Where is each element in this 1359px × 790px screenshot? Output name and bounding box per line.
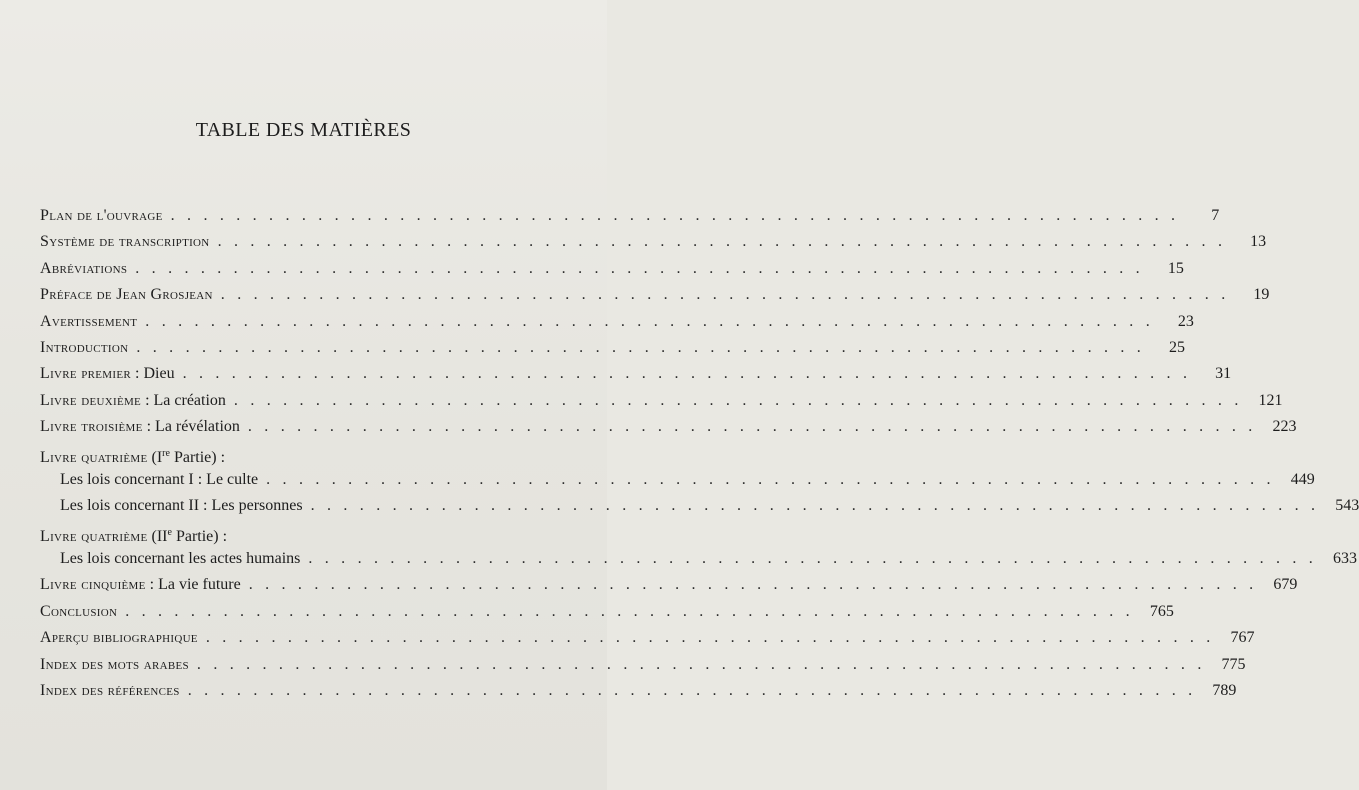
entry-label-subject: : La révélation [142, 418, 240, 436]
dot-leader: . . . . . . . . . . . . . . . . . . . . . . . . . . . . . . . . . . . . . . . . . . . . . . . . . . . . . . . . . . . . . . [136, 338, 1145, 356]
entry-label [40, 572, 241, 598]
entry-page: 765 [1149, 602, 1174, 620]
dot-leader: . . . . . . . . . . . . . . . . . . . . . . . . . . . . . . . . . . . . . . . . . . . . . . . . . . . . . . . . . . . . . . [125, 602, 1134, 620]
toc-entry-livre-deuxieme [40, 388, 1283, 414]
entry-label-book: Livre quatrième [40, 448, 148, 466]
entry-label-book: Livre quatrième [40, 527, 148, 545]
dot-leader: . . . . . . . . . . . . . . . . . . . . . . . . . . . . . . . . . . . . . . . . . . . . . . . . . . . . . . . . . . . . . . [145, 312, 1154, 330]
dot-leader: . . . . . . . . . . . . . . . . . . . . . . . . . . . . . . . . . . . . . . . . . . . . . . . . . . . . . . . . . . . . . . [196, 655, 1206, 673]
entry-page: 223 [1272, 418, 1297, 436]
dot-leader: . . . . . . . . . . . . . . . . . . . . . . . . . . . . . . . . . . . . . . . . . . . . . . . . . . . . . . . . . . . . . . [217, 233, 1227, 251]
toc-entry-index-mots [40, 652, 1246, 678]
entry-label-part: (IIe Partie) : [147, 526, 228, 545]
toc-entry-livre-cinquieme [40, 572, 1298, 598]
entry-label [40, 388, 226, 414]
table-of-contents [40, 203, 1359, 704]
entry-label: Aperçu bibliographique [40, 629, 198, 647]
toc-heading-livre-quatrieme-2 [40, 520, 562, 546]
entry-page: 449 [1290, 470, 1315, 488]
toc-entry-lois-actes [40, 546, 1357, 572]
entry-label-book: Livre deuxième [40, 391, 142, 409]
entry-label-part: (Ire Partie) : [147, 447, 226, 466]
entry-page: 7 [1211, 207, 1220, 224]
entry-page: 121 [1258, 391, 1283, 409]
toc-entry-transcription [40, 229, 1267, 255]
dot-leader: . . . . . . . . . . . . . . . . . . . . . . . . . . . . . . . . . . . . . . . . . . . . . . . . . . . . . . . . . . . . . . [170, 207, 1180, 224]
toc-entry-introduction [40, 335, 1185, 361]
entry-label: Introduction [40, 338, 129, 356]
entry-label: Conclusion [40, 602, 118, 620]
dot-leader: . . . . . . . . . . . . . . . . . . . . . . . . . . . . . . . . . . . . . . . . . . . . . . . . . . . . . . . . . . . . . . [310, 497, 1320, 515]
entry-label-book: Livre premier [40, 365, 132, 383]
toc-entry-abreviations [40, 256, 1184, 282]
entry-page: 767 [1230, 629, 1255, 647]
toc-entry-livre-troisieme [40, 414, 1297, 440]
dot-leader: . . . . . . . . . . . . . . . . . . . . . . . . . . . . . . . . . . . . . . . . . . . . . . . . . . . . . . . . . . . . . . [187, 682, 1197, 700]
entry-label: Index des références [40, 682, 180, 700]
dot-leader: . . . . . . . . . . . . . . . . . . . . . . . . . . . . . . . . . . . . . . . . . . . . . . . . . . . . . . . . . . . . . . [233, 391, 1243, 409]
entry-label: Plan de l'ouvrage [40, 207, 163, 224]
dot-leader: . . . . . . . . . . . . . . . . . . . . . . . . . . . . . . . . . . . . . . . . . . . . . . . . . . . . . . . . . . . . . . [248, 576, 1258, 594]
entry-label-subject: : La vie future [145, 576, 241, 594]
toc-entry-plan [40, 203, 1220, 229]
dot-leader: . . . . . . . . . . . . . . . . . . . . . . . . . . . . . . . . . . . . . . . . . . . . . . . . . . . . . . . . . . . . . . [247, 418, 1257, 436]
dot-leader: . . . . . . . . . . . . . . . . . . . . . . . . . . . . . . . . . . . . . . . . . . . . . . . . . . . . . . . . . . . . . . [182, 365, 1192, 383]
entry-label-subject: : La création [141, 391, 226, 409]
entry-page: 679 [1273, 576, 1298, 594]
dot-leader: . . . . . . . . . . . . . . . . . . . . . . . . . . . . . . . . . . . . . . . . . . . . . . . . . . . . . . . . . . . . . . [135, 259, 1144, 277]
toc-entry-conclusion [40, 599, 1174, 625]
toc-heading-livre-quatrieme-1 [40, 441, 562, 467]
page-title: TABLE DES MATIÈRES [195, 119, 412, 141]
entry-page: 25 [1168, 338, 1185, 356]
entry-label-book: Livre cinquième [40, 576, 146, 594]
entry-label: Système de transcription [40, 233, 210, 251]
entry-label: Les lois concernant les actes humains [60, 550, 301, 568]
toc-entry-avertissement [40, 309, 1194, 335]
toc-entry-lois-personnes [40, 493, 1359, 519]
entry-page: 633 [1332, 550, 1357, 568]
entry-page: 543 [1335, 497, 1359, 515]
entry-page: 19 [1253, 286, 1270, 304]
entry-page: 31 [1215, 365, 1232, 383]
entry-label: Les lois concernant I : Le culte [60, 470, 259, 488]
dot-leader: . . . . . . . . . . . . . . . . . . . . . . . . . . . . . . . . . . . . . . . . . . . . . . . . . . . . . . . . . . . . . . [266, 470, 1275, 488]
entry-label: Préface de Jean Grosjean [40, 286, 213, 304]
entry-label-book: Livre troisième [40, 418, 143, 436]
entry-page: 23 [1177, 312, 1194, 330]
toc-entry-preface [40, 282, 1270, 308]
dot-leader: . . . . . . . . . . . . . . . . . . . . . . . . . . . . . . . . . . . . . . . . . . . . . . . . . . . . . . . . . . . . . . [308, 550, 1317, 568]
dot-leader: . . . . . . . . . . . . . . . . . . . . . . . . . . . . . . . . . . . . . . . . . . . . . . . . . . . . . . . . . . . . . . [205, 629, 1215, 647]
toc-entry-bibliographie [40, 625, 1255, 651]
entry-label: Les lois concernant II : Les personnes [60, 497, 303, 515]
toc-entry-index-references [40, 678, 1237, 704]
entry-page: 13 [1250, 233, 1267, 251]
entry-page: 15 [1167, 259, 1184, 277]
dot-leader: . . . . . . . . . . . . . . . . . . . . . . . . . . . . . . . . . . . . . . . . . . . . . . . . . . . . . . . . . . . . . . [220, 286, 1230, 304]
entry-label: Index des mots arabes [40, 655, 189, 673]
entry-label: Avertissement [40, 312, 138, 330]
entry-label [40, 414, 240, 440]
toc-entry-livre-premier [40, 361, 1232, 387]
entry-page: 775 [1221, 655, 1246, 673]
entry-label: Abréviations [40, 259, 128, 277]
entry-page: 789 [1212, 682, 1237, 700]
entry-label-subject: : Dieu [131, 365, 175, 383]
toc-entry-lois-culte [40, 467, 1315, 493]
entry-label [40, 361, 175, 387]
